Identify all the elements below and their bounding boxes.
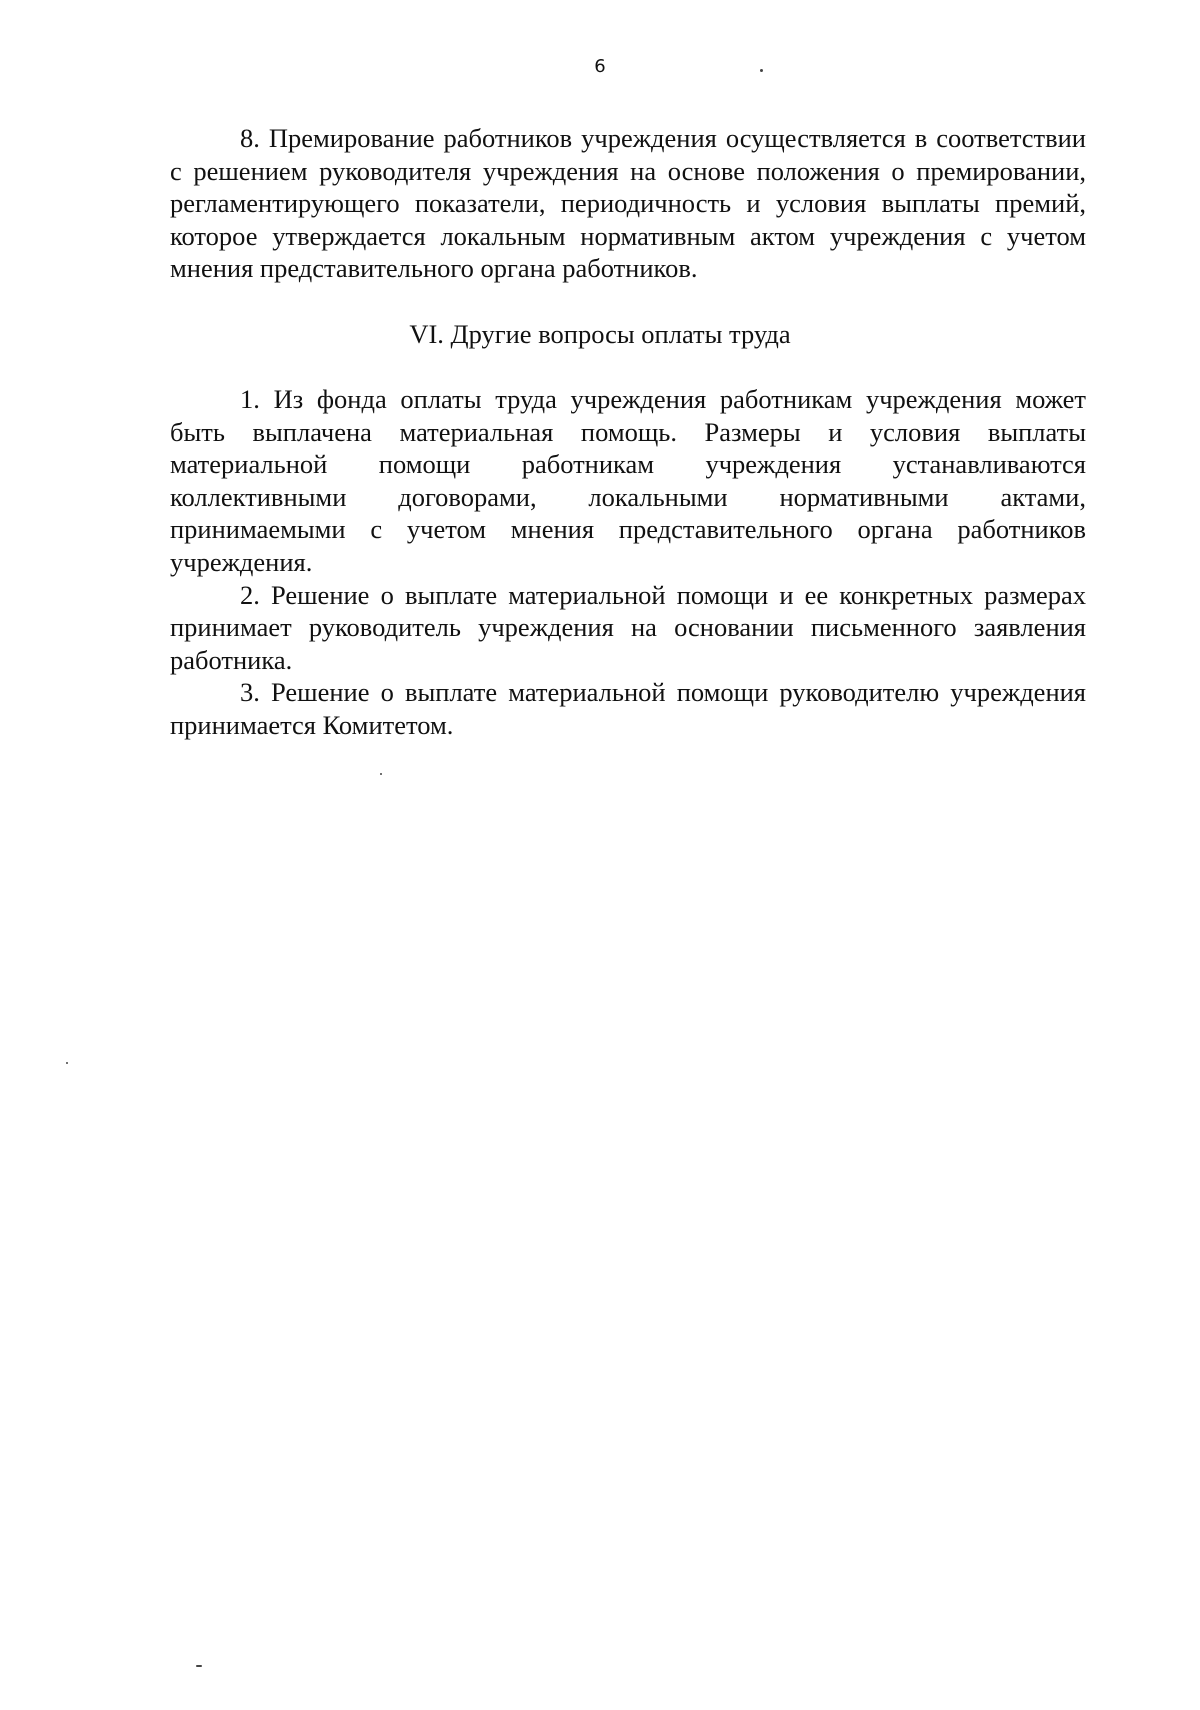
scan-speck <box>380 773 382 775</box>
scan-speck <box>66 1062 68 1064</box>
paragraph-1: 1. Из фонда оплаты труда учреждения работникам учреждения может быть выплачена материальная помощь. Размеры и условия выплаты материальной помощи работникам учреждения устанавливаются коллективными договорами, локальными нормативными актами, принимаемыми с учетом мнения представительного органа работников учреждения. <box>170 384 1086 577</box>
page-number: 6 <box>594 56 606 77</box>
paragraph-8: 8. Премирование работников учреждения осуществляется в соответствии с решением руководителя учреждения на основе положения о премировании, регламентирующего показатели, периодичность и условия выплаты премий, которое утверждается локальным нормативным актом учреждения с учетом мнения представительного органа работников. <box>170 123 1086 284</box>
paragraph-2: 2. Решение о выплате материальной помощи и ее конкретных размерах принимает руководитель учреждения на основании письменного заявления работника. <box>170 579 1086 675</box>
section-8-block <box>170 122 1086 285</box>
section-6-body <box>170 383 1086 742</box>
scan-speck <box>196 1665 202 1667</box>
paragraph-3: 3. Решение о выплате материальной помощи руководителю учреждения принимается Комитетом. <box>170 677 1086 740</box>
scan-speck <box>760 69 763 72</box>
section-heading: VI. Другие вопросы оплаты труда <box>409 319 791 349</box>
